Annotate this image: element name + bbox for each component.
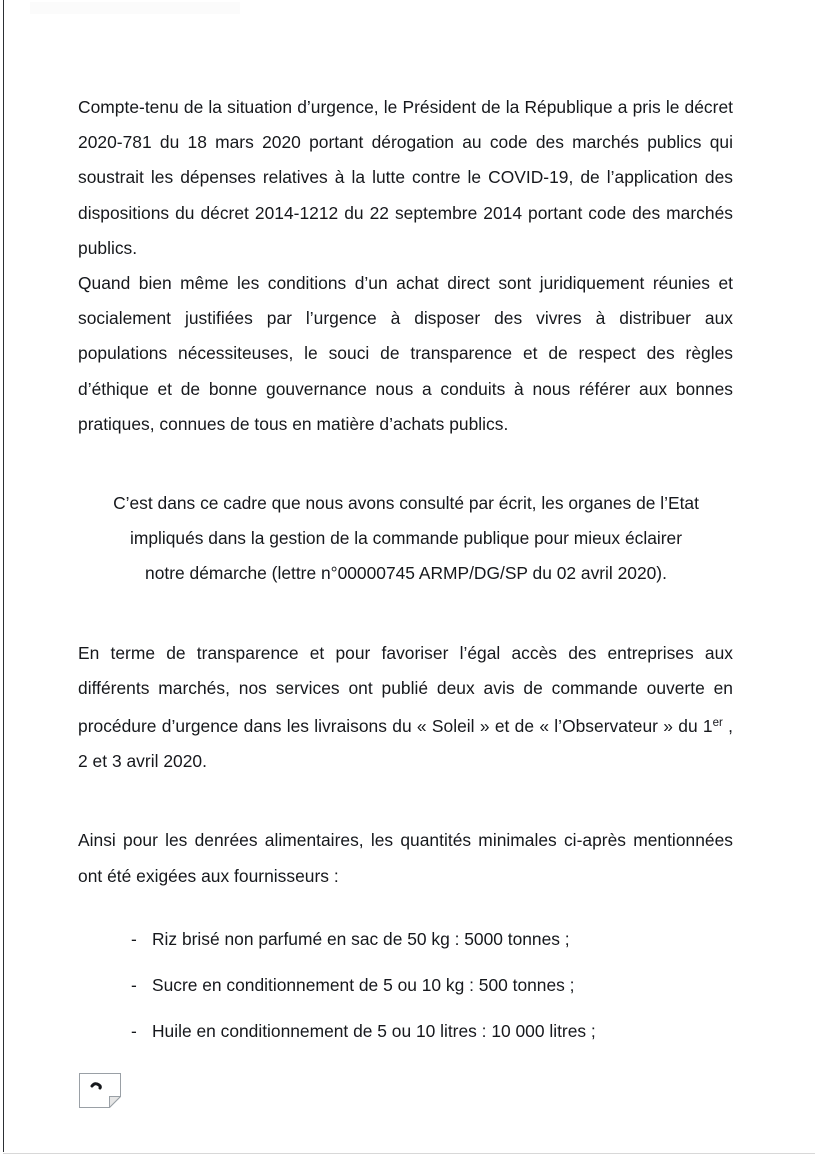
paragraph-consultation bbox=[78, 486, 733, 592]
list-bullet-dash: - bbox=[131, 928, 137, 949]
paragraph-transparency bbox=[78, 636, 733, 780]
paragraph-foodstuffs: Ainsi pour les denrées alimentaires, les quantités minimales ci-après mentionnées ont été exigées aux fournisseurs : bbox=[78, 830, 733, 886]
list-item-label: Riz brisé non parfumé en sac de 50 kg : 5000 tonnes ; bbox=[152, 928, 570, 949]
spacer-after-consultation bbox=[78, 592, 733, 636]
list-item bbox=[78, 974, 733, 996]
page-fold-icon bbox=[79, 1073, 121, 1108]
consultation-line-2: impliqués dans la gestion de la commande publique pour mieux éclairer bbox=[130, 528, 682, 549]
list-item bbox=[78, 928, 733, 950]
consultation-line-1: C’est dans ce cadre que nous avons consulté par écrit, les organes de l’Etat bbox=[113, 493, 699, 514]
ordinal-suffix-er: er bbox=[712, 717, 723, 730]
transparency-text-main: En terme de transparence et pour favoriser l’égal accès des entreprises aux différents marchés, nos services ont publié deux avis de commande ouverte en procédure d’urgence dans les livraisons du « Soleil » et de « l’Observateur » du 1 bbox=[78, 642, 733, 737]
scan-edge-line-left bbox=[3, 0, 4, 1152]
document-body bbox=[78, 90, 733, 1042]
list-item-label: Sucre en conditionnement de 5 ou 10 kg : 500 tonnes ; bbox=[152, 974, 575, 995]
consultation-line-3: notre démarche (lettre n°00000745 ARMP/DG/SP du 02 avril 2020). bbox=[145, 563, 667, 584]
list-bullet-dash: - bbox=[131, 1020, 137, 1041]
paragraph-decree: Compte-tenu de la situation d’urgence, le Président de la République a pris le décret 2020-781 du 18 mars 2020 portant dérogation au code des marchés publics qui soustrait les dépenses relatives à la lutte contre le COVID-19, de l’application des dispositions du décret 2014-1212 du 22 septembre 2014 portant code des marchés publics. bbox=[78, 97, 733, 258]
list-bullet-dash: - bbox=[131, 974, 137, 995]
paragraph-direct-purchase: Quand bien même les conditions d’un achat direct sont juridiquement réunies et socialement justifiées par l’urgence à disposer des vivres à distribuer aux populations nécessiteuses, le souci de transparence et de respect des règles d’éthique et de bonne gouvernance nous a conduits à nous référer aux bonnes pratiques, connues de tous en matière d’achats publics. bbox=[78, 273, 733, 434]
spacer-before-list bbox=[78, 894, 733, 928]
quantities-list bbox=[78, 928, 733, 1042]
list-item-label: Huile en conditionnement de 5 ou 10 litres : 10 000 litres ; bbox=[152, 1020, 596, 1041]
list-item bbox=[78, 1020, 733, 1042]
transparency-text-tail: , 2 et 3 avril 2020. bbox=[78, 716, 733, 772]
spacer-after-direct-purchase bbox=[78, 442, 733, 486]
spacer-after-transparency bbox=[78, 779, 733, 823]
scan-artifact-top bbox=[30, 2, 240, 14]
scan-edge-line-bottom bbox=[3, 1153, 815, 1154]
